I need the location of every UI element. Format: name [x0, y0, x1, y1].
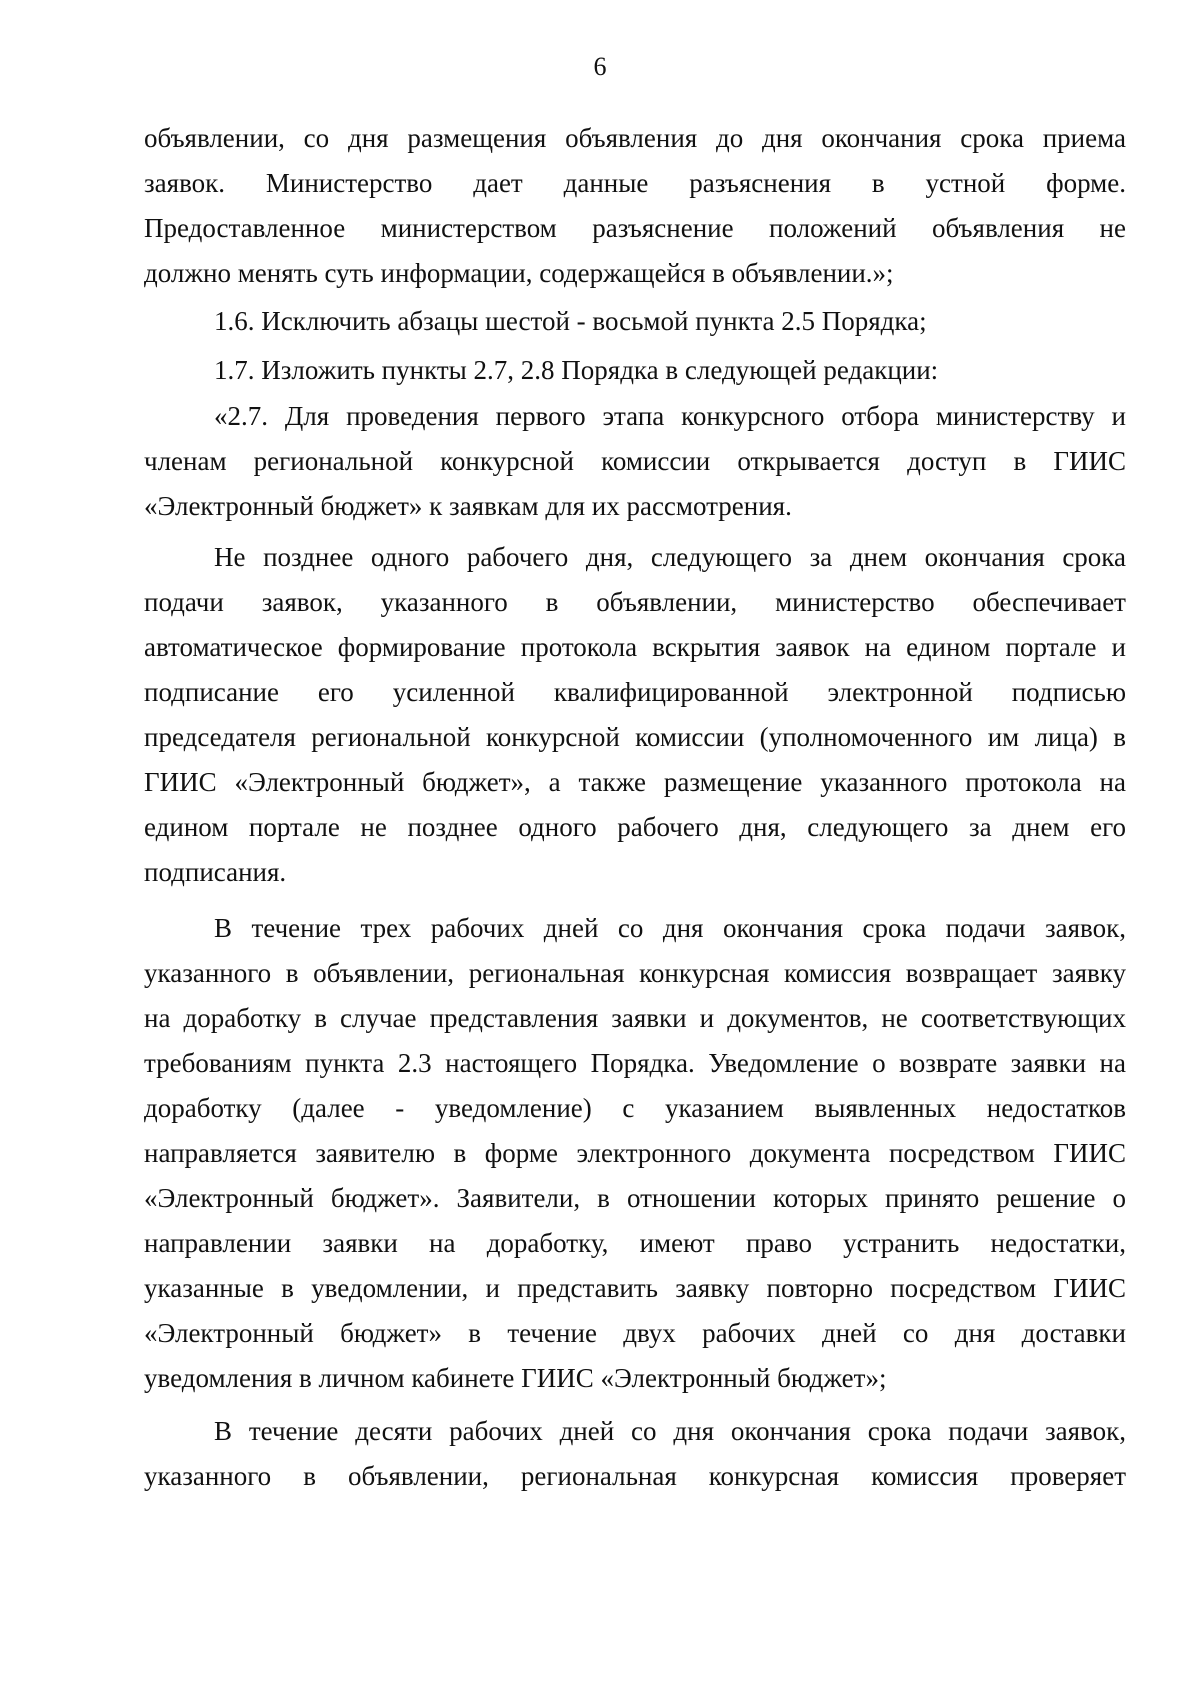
text-line: подписания.	[144, 857, 287, 887]
text-line: подписание его усиленной квалифицированной электронной подписью	[144, 677, 1126, 707]
text-line: Не позднее одного рабочего дня, следующего за днем окончания срока	[214, 542, 1126, 572]
text-line: указанного в объявлении, региональная конкурсная комиссия проверяет	[144, 1461, 1126, 1491]
text-line: В течение десяти рабочих дней со дня окончания срока подачи заявок,	[214, 1416, 1126, 1446]
text-line: «2.7. Для проведения первого этапа конкурсного отбора министерству и	[214, 401, 1126, 431]
text-line: объявлении, со дня размещения объявления до дня окончания срока приема	[144, 123, 1126, 153]
text-line: членам региональной конкурсной комиссии открывается доступ в ГИИС	[144, 446, 1126, 476]
text-line: требованиям пункта 2.3 настоящего Порядка. Уведомление о возврате заявки на	[144, 1048, 1126, 1078]
text-line: «Электронный бюджет» к заявкам для их рассмотрения.	[144, 491, 792, 521]
text-line: автоматическое формирование протокола вскрытия заявок на едином портале и	[144, 632, 1126, 662]
text-line: уведомления в личном кабинете ГИИС «Электронный бюджет»;	[144, 1363, 887, 1393]
text-line: ГИИС «Электронный бюджет», а также размещение указанного протокола на	[144, 767, 1126, 797]
text-line: В течение трех рабочих дней со дня окончания срока подачи заявок,	[214, 913, 1126, 943]
text-line: председателя региональной конкурсной комиссии (уполномоченного им лица) в	[144, 722, 1126, 752]
text-line: 1.7. Изложить пункты 2.7, 2.8 Порядка в следующей редакции:	[214, 355, 939, 385]
text-line: должно менять суть информации, содержащейся в объявлении.»;	[144, 258, 894, 288]
text-line: подачи заявок, указанного в объявлении, министерство обеспечивает	[144, 587, 1126, 617]
text-line: «Электронный бюджет». Заявители, в отношении которых принято решение о	[144, 1183, 1126, 1213]
text-line: указанные в уведомлении, и представить заявку повторно посредством ГИИС	[144, 1273, 1126, 1303]
text-line: «Электронный бюджет» в течение двух рабочих дней со дня доставки	[144, 1318, 1126, 1348]
text-line: направлении заявки на доработку, имеют право устранить недостатки,	[144, 1228, 1126, 1258]
text-line: указанного в объявлении, региональная конкурсная комиссия возвращает заявку	[144, 958, 1126, 988]
text-line: доработку (далее - уведомление) с указанием выявленных недостатков	[144, 1093, 1126, 1123]
text-line: едином портале не позднее одного рабочего дня, следующего за днем его	[144, 812, 1126, 842]
page-number: 6	[593, 52, 607, 81]
text-line: на доработку в случае представления заявки и документов, не соответствующих	[144, 1003, 1126, 1033]
text-line: 1.6. Исключить абзацы шестой - восьмой пункта 2.5 Порядка;	[214, 306, 927, 336]
text-line: заявок. Министерство дает данные разъяснения в устной форме.	[144, 168, 1126, 198]
text-line: Предоставленное министерством разъяснение положений объявления не	[144, 213, 1126, 243]
text-line: направляется заявителю в форме электронного документа посредством ГИИС	[144, 1138, 1126, 1168]
